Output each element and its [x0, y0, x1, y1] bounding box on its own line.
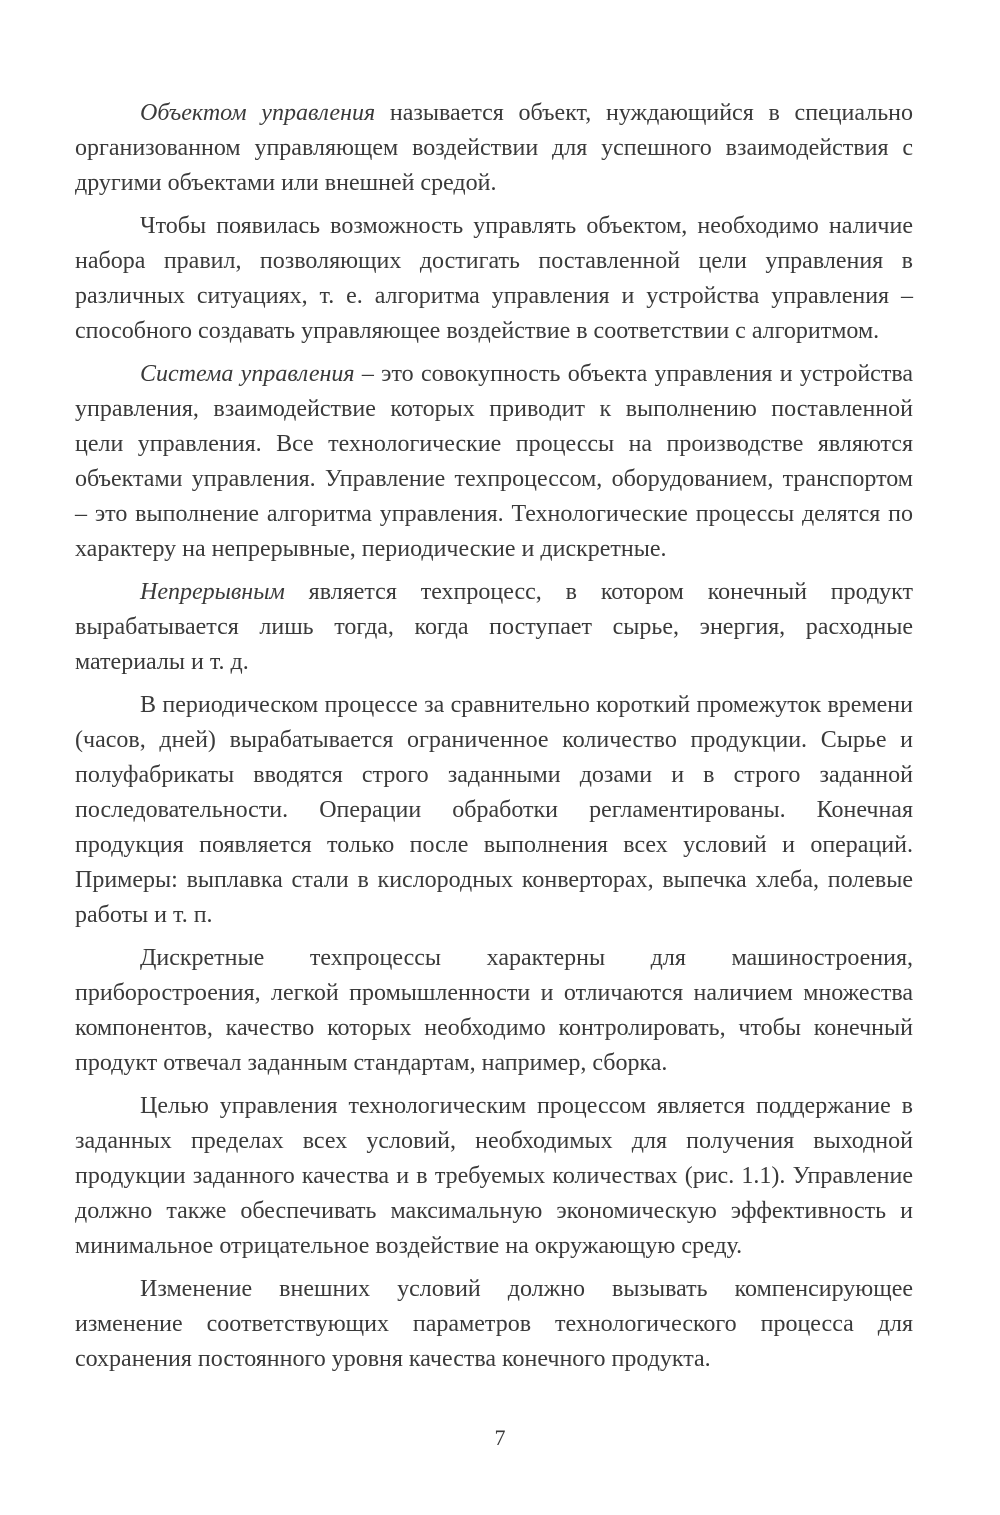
page-number: 7 — [494, 1425, 506, 1450]
paragraph-text: Дискретные техпроцессы характерны для машиностроения, приборостроения, легкой промышленности и отличаются наличием множества компонентов, качество которых необходимо контролировать, чтобы конечный продукт отвечал заданным стандартам, например, сборка. — [75, 945, 913, 1076]
paragraph — [75, 575, 913, 680]
paragraph-term: Объектом управления — [140, 100, 376, 126]
paragraph — [75, 941, 913, 1081]
paragraph — [75, 357, 913, 567]
paragraph-text: В периодическом процессе за сравнительно короткий промежуток времени (часов, дней) вырабатывается ограниченное количество продукции. Сырье и полуфабрикаты вводятся строго заданными дозами и в строго заданной последовательности. Операции обработки регламентированы. Конечная продукция появляется только после выполнения всех условий и операций. Примеры: выплавка стали в кислородных конверторах, выпечка хлеба, полевые работы и т. п. — [75, 692, 913, 928]
paragraph-text: Изменение внешних условий должно вызывать компенсирующее изменение соответствующих параметров технологического процесса для сохранения постоянного уровня качества конечного продукта. — [75, 1276, 913, 1372]
paragraph-text: называется объект, нуждающийся в специально организованном управляющем воздействии для успешного взаимодействия с другими объектами или внешней средой. — [75, 100, 914, 196]
paragraph — [75, 96, 913, 201]
paragraph — [75, 1089, 913, 1264]
paragraph-term: Непрерывным — [140, 579, 285, 605]
paragraph — [75, 209, 913, 349]
paragraph-term: Система управления — [140, 361, 355, 387]
page-body — [75, 96, 913, 1385]
paragraph — [75, 688, 913, 933]
paragraph — [75, 1272, 913, 1377]
paragraph-text: – это совокупность объекта управления и устройства управления, взаимодействие которых приводит к выполнению поставленной цели управления. Все технологические процессы на производстве являются объектами управления. Управление техпроцессом, оборудованием, транспортом – это выполнение алгоритма управления. Технологические процессы делятся по характеру на непрерывные, периодические и дискретные. — [75, 361, 913, 562]
paragraph-text: Чтобы появилась возможность управлять объектом, необходимо наличие набора правил, позволяющих достигать поставленной цели управления в различных ситуациях, т. е. алгоритма управления и устройства управления – способного создавать управляющее воздействие в соответствии с алгоритмом. — [75, 213, 913, 344]
paragraph-text: Целью управления технологическим процессом является поддержание в заданных пределах всех условий, необходимых для получения выходной продукции заданного качества и в требуемых количествах (рис. 1.1). Управление должно также обеспечивать максимальную экономическую эффективность и минимальное отрицательное воздействие на окружающую среду. — [75, 1093, 913, 1259]
paragraph-text: является техпроцесс, в котором конечный продукт вырабатывается лишь тогда, когда поступает сырье, энергия, расходные материалы и т. д. — [75, 579, 913, 675]
